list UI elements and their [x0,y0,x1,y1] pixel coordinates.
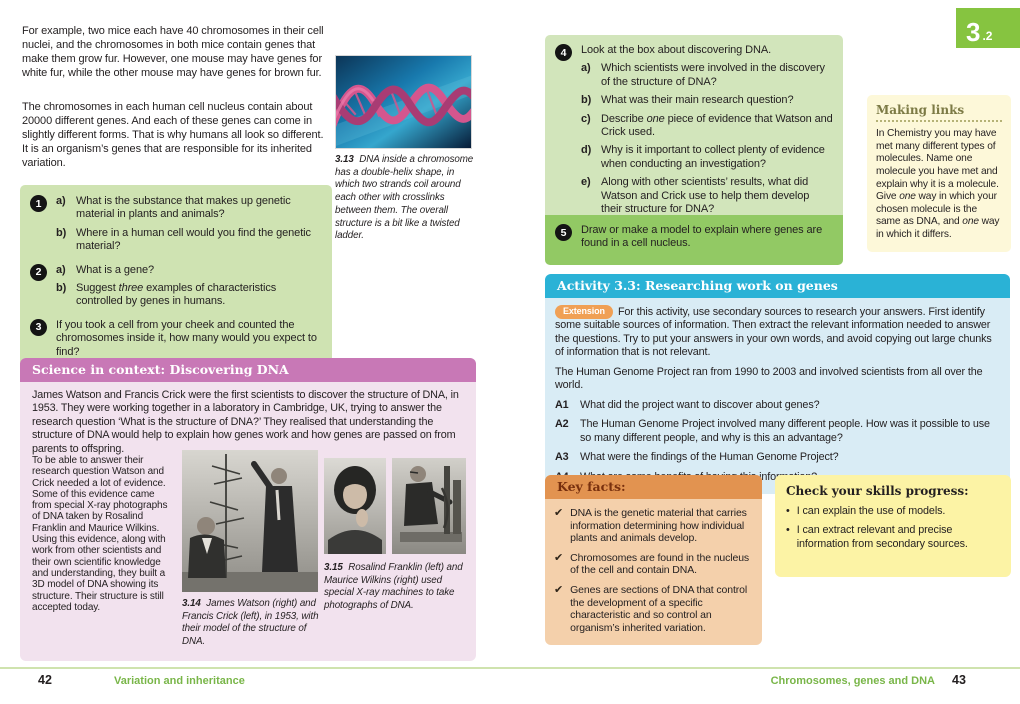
bullet-icon: • [786,505,790,517]
question-1-number: 1 [30,195,47,212]
activity-paragraph: The Human Genome Project ran from 1990 to 2003 and involved scientists from all over the world. [555,365,983,392]
question-2b-text: Suggest three examples of characteristics controlled by genes in humans. [76,282,277,308]
section-subnumber: .2 [982,29,993,43]
question-4b-text: What was their main research question? [601,94,794,107]
question-1b-text: Where in a human cell would you find the genetic material? [76,226,311,253]
section-number: 3 [966,16,981,47]
figure-3-15-number: 3.15 [324,562,343,573]
question-2a-label: a) [56,263,66,276]
making-links-text: In Chemistry you may have met many different types of molecules. Name one molecule you have met and explain why it is a molecule. Give one way in which your chosen molecule is the same as DNA, and one way in which it differs. [876,128,1000,241]
activity-box [545,274,1010,494]
question-2 [30,264,322,309]
figure-3-13-number: 3.13 [335,154,354,165]
question-4-number: 4 [555,44,572,61]
figure-3-15-franklin-image [324,458,386,554]
skills-item [786,524,1000,551]
question-5-text: Draw or make a model to explain where genes are found in a cell nucleus. [581,224,823,250]
activity-intro [555,305,1000,360]
key-facts-title: Key facts: [545,475,762,499]
question-1a-text: What is the substance that makes up genetic material in plants and animals? [76,195,291,221]
footer-rule [0,667,1020,669]
activity-a3-label: A3 [555,451,569,464]
question-4e-label: e) [581,176,591,189]
making-links-box [867,95,1011,252]
science-box-intro: James Watson and Francis Crick were the first scientists to discover the structure of DNA, in 1953. They were working together in a laboratory in Cambridge, UK, trying to answer the research question ‘What is the structure of DNA?’ They realised that understanding the structure of DNA would help to explain how genes work and how genes are passed on from parents to offspring. [32,389,459,455]
activity-a3-text: What were the findings of the Human Genome Project? [580,451,839,464]
skills-item-text: I can explain the use of models. [796,505,946,517]
intro-paragraph-mice: For example, two mice each have 40 chromosomes in their cell nuclei, and the chromosomes in both mice contain genes that make them grow fur. However, one mouse may have genes for white fur, while the other mouse may have genes for brown fur. [22,25,324,80]
activity-question-a2 [555,418,1000,445]
right-section-title: Chromosomes, genes and DNA [770,675,935,687]
key-fact-item [554,507,753,545]
skills-item-text: I can extract relevant and precise information from secondary sources. [796,524,968,550]
activity-a2-text: The Human Genome Project involved many different people. How was it possible to use so many different people, and why is this an advantage? [580,418,990,444]
question-4-box [545,35,843,215]
key-fact-item [554,584,753,634]
figure-3-14-number: 3.14 [182,598,201,609]
extension-badge: Extension [555,305,613,319]
questions-1-3-box [20,185,332,371]
figure-3-15-caption [324,562,472,613]
figure-3-13-dna-image [335,55,472,149]
key-fact-text: Chromosomes are found in the nucleus of the cell and contain DNA. [570,551,750,577]
intro-paragraph-genes: The chromosomes in each human cell nucleus contain about 20000 different genes. And each of these genes can come in slightly different forms. That is why humans all look so different. It is an organism’s genes that are responsible for its inherited variation. [22,101,324,170]
check-icon: ✔ [554,551,564,564]
science-box-title: Science in context: Discovering DNA [20,358,476,382]
figure-3-15-caption-text: Rosalind Franklin (left) and Maurice Wilkins (right) used special X-ray machines to take photographs of DNA. [324,562,463,612]
figure-3-13-caption [335,154,478,243]
activity-title: Activity 3.3: Researching work on genes [545,274,1010,298]
question-4a-label: a) [581,62,591,75]
check-icon: ✔ [554,583,564,596]
key-facts-box [545,475,762,645]
question-4b-label: b) [581,94,592,107]
bullet-icon: • [786,524,790,537]
question-3-text: If you took a cell from your cheek and counted the chromosomes inside it, how many would you expect to find? [56,318,317,358]
question-3-number: 3 [30,319,47,336]
activity-intro-text: For this activity, use secondary sources to research your answers. First identify some suitable sources of information. Then extract the relevant information needed to answer the questions. Try to put your answers in your own words, and avoid copying out large chunks of information that is not relevant. [555,306,992,359]
skills-progress-title: Check your skills progress: [786,484,969,498]
science-box-column-text: To be able to answer their research question Watson and Crick needed a lot of evidence. Some of this evidence came from special X-ray photographs of DNA taken by Rosalind Franklin and Maurice Wilkins. Using this evidence, along with work from other scientists and their own scientific knowledge and understanding, they built a 3D model of DNA showing its structure. Their structure is still accepted today. [32,455,168,613]
question-4a-text: Which scientists were involved in the discovery of the structure of DNA? [601,62,825,88]
check-icon: ✔ [554,507,564,519]
figure-3-14-caption-text: James Watson (right) and Francis Crick (left), in 1953, with their model of the structure of DNA. [182,598,319,648]
figure-3-14-watson-crick-image [182,450,318,592]
activity-question-a3 [555,451,1000,464]
right-page-number: 43 [952,673,966,687]
making-links-title: Making links [876,103,1002,122]
question-5-box [545,215,843,265]
science-in-context-box [20,358,476,661]
left-page-number: 42 [38,673,52,687]
question-4 [555,44,833,216]
activity-a1-label: A1 [555,398,569,411]
question-5 [555,224,833,251]
figure-3-15-wilkins-image [392,458,466,554]
key-fact-text: Genes are sections of DNA that control the development of a specific characteristic and so control an organism’s inherited variation. [570,583,748,634]
question-4c-text: Describe one piece of evidence that Watson and Crick used. [601,112,833,139]
question-4d-text: Why is it important to collect plenty of evidence when conducting an investigation? [601,144,825,170]
skills-progress-box [775,475,1011,577]
question-2a-text: What is a gene? [76,263,154,276]
skills-item [786,505,1000,518]
left-chapter-title: Variation and inheritance [114,675,245,687]
question-1 [30,195,322,254]
key-fact-text: DNA is the genetic material that carries information determining how individual plants and animals develop. [570,507,747,545]
question-1a-label: a) [56,195,66,207]
section-number-badge [956,8,1020,48]
activity-a2-label: A2 [555,418,569,431]
question-2-number: 2 [30,264,47,281]
question-3 [30,319,322,359]
question-4c-label: c) [581,112,591,125]
activity-question-a1 [555,399,1000,412]
figure-3-13-caption-text: DNA inside a chromosome has a double-helix shape, in which two strands coil around each other with crosslinks between them. The overall structure is a bit like a twisted ladder. [335,154,474,242]
activity-a1-text: What did the project want to discover about genes? [580,398,820,411]
question-4e-text: Along with other scientists’ results, what did Watson and Crick use to help them develop their structure for DNA? [601,176,810,216]
key-fact-item [554,552,753,577]
figure-3-14-caption [182,598,329,649]
question-2b-label: b) [56,282,67,295]
question-4-lead: Look at the box about discovering DNA. [581,44,772,56]
question-5-number: 5 [555,224,572,241]
question-4d-label: d) [581,144,592,157]
question-1b-label: b) [56,226,67,239]
